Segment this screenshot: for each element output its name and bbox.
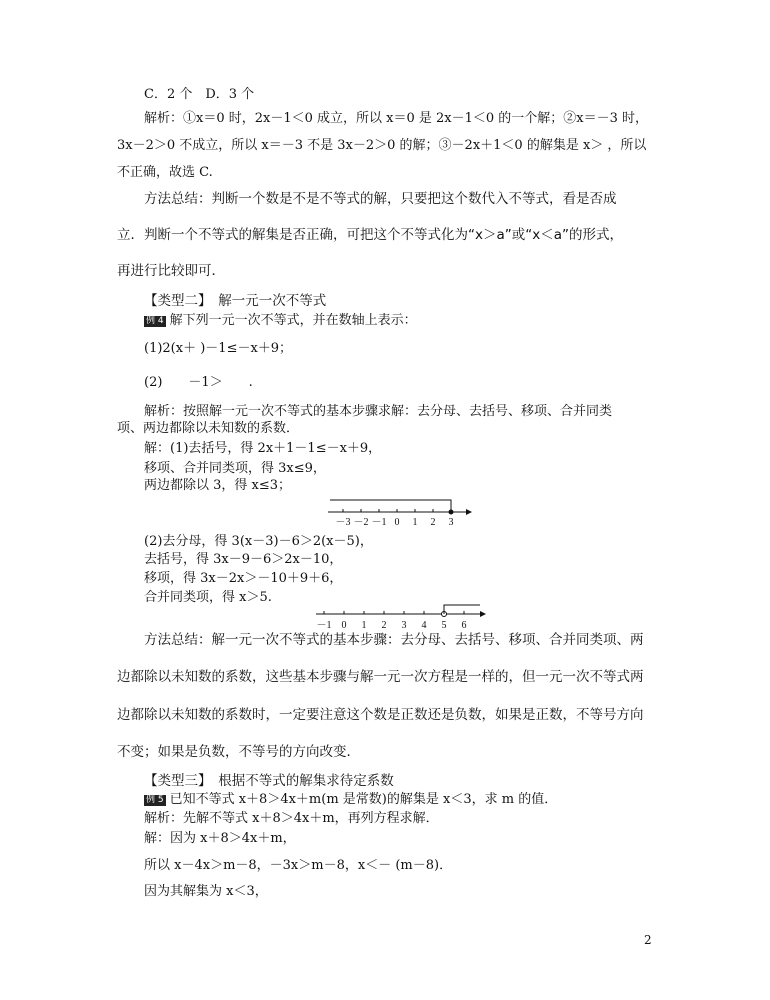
method-summary-1-line-1: 方法总结：判断一个数是不是不等式的解，只要把这个数代入不等式，看是否成 (144, 191, 617, 207)
tick-label: 0 (394, 517, 400, 528)
number-line-1 (320, 494, 476, 530)
example-5-text: 已知不等式 x＋8＞4x＋m(m 是常数)的解集是 x＜3，求 m 的值． (169, 792, 558, 807)
tick-label: 5 (441, 620, 447, 631)
axis-arrow (480, 611, 486, 617)
tick-label: 2 (430, 517, 436, 528)
method-summary-1-line-2: 立．判断一个不等式的解集是否正确，可把这个不等式化为“x＞a”或“x＜a”的形式， (117, 227, 623, 243)
analysis-2-line-1: 解析：按照解一元一次不等式的基本步骤求解：去分母、去括号、移项、合并同类 (144, 404, 613, 419)
axis-arrow (466, 509, 472, 515)
example-4-badge: 例 4 (146, 316, 164, 326)
option-cd: C．2 个 D．3 个 (144, 87, 255, 102)
number-line-1-shapes (328, 500, 472, 515)
solution-2-line-1: (2)去分母，得 3(x－3)－6＞2(x－5)， (144, 534, 373, 549)
method-summary-2-line-3: 边都除以未知数的系数时，一定要注意这个数是正数还是负数，如果是正数，不等号方向 (117, 707, 644, 723)
tick-label: 6 (461, 620, 467, 631)
solution-3-line-3: 因为其解集为 x＜3， (144, 884, 268, 899)
tick-label: －1 (316, 620, 332, 631)
example-5-prompt (144, 791, 557, 809)
solution-2-line-2: 去括号，得 3x－9－6＞2x－10， (144, 552, 343, 567)
analysis-3: 解析：先解不等式 x＋8＞4x＋m，再列方程求解． (144, 811, 439, 826)
tick-label: －3 (335, 517, 351, 528)
tick-label: 1 (412, 517, 418, 528)
method-summary-1-line-3: 再进行比较即可． (117, 263, 225, 279)
section-heading-type-2: 【类型二】 解一元一次不等式 (144, 293, 327, 309)
method-summary-2-line-2: 边都除以未知数的系数，这些基本步骤与解一元一次方程是一样的，但一元一次不等式两 (117, 669, 644, 685)
method-summary-2-line-4: 不变；如果是负数，不等号的方向改变． (117, 744, 360, 760)
analysis-line-2: 3x－2＞0 不成立，所以 x＝－3 不是 3x－2＞0 的解；③－2x＋1＜0 的解集是 x＞ ，所以 (117, 138, 647, 153)
page-number: 2 (644, 933, 652, 947)
section-heading-type-3: 【类型三】 根据不等式的解集求待定系数 (144, 773, 394, 789)
tick-label: 3 (401, 620, 407, 631)
tick-label: 2 (381, 620, 387, 631)
tick-label: 4 (421, 620, 427, 631)
solution-3-line-2: 所以 x－4x＞m－8，－3x＞m－8，x＜－ (m－8)． (144, 858, 453, 873)
number-line-2-shapes (316, 605, 486, 617)
solution-1-line-3: 两边都除以 3，得 x≤3； (144, 478, 292, 493)
example-4-part-2: (2) －1＞ . (144, 375, 253, 390)
example-4-text: 解下列一元一次不等式，并在数轴上表示： (169, 313, 417, 328)
solution-region-line (444, 605, 480, 614)
tick-label: －2 (353, 517, 369, 528)
analysis-line-3: 不正确，故选 C. (117, 165, 213, 180)
solution-2-line-3: 移项，得 3x－2x＞－10＋9＋6， (144, 571, 343, 586)
solution-3-line-1: 解：因为 x＋8＞4x＋m， (144, 831, 296, 846)
tick-label: －1 (371, 517, 387, 528)
tick-label: 0 (341, 620, 347, 631)
example-4-part-1: (1)2(x＋ )－1≤－x＋9； (144, 341, 293, 356)
analysis-line-1: 解析：①x＝0 时，2x－1＜0 成立，所以 x＝0 是 2x－1＜0 的一个解；②x＝－3 时， (144, 111, 649, 126)
method-summary-2-line-1: 方法总结：解一元一次不等式的基本步骤：去分母、去括号、移项、合并同类项、两 (144, 632, 644, 648)
number-line-2 (312, 600, 492, 634)
solution-1-line-1: 解：(1)去括号，得 2x＋1－1≤－x＋9， (144, 441, 382, 456)
analysis-2-line-2: 项、两边都除以未知数的系数． (117, 421, 300, 436)
example-5-badge: 例 5 (146, 795, 164, 805)
example-4-prompt (144, 312, 417, 330)
solution-2-line-4: 合并同类项，得 x＞5. (144, 590, 272, 605)
tick-label: 1 (361, 620, 367, 631)
solution-1-line-2: 移项、合并同类项，得 3x≤9， (144, 461, 326, 476)
tick-label: 3 (448, 517, 454, 528)
